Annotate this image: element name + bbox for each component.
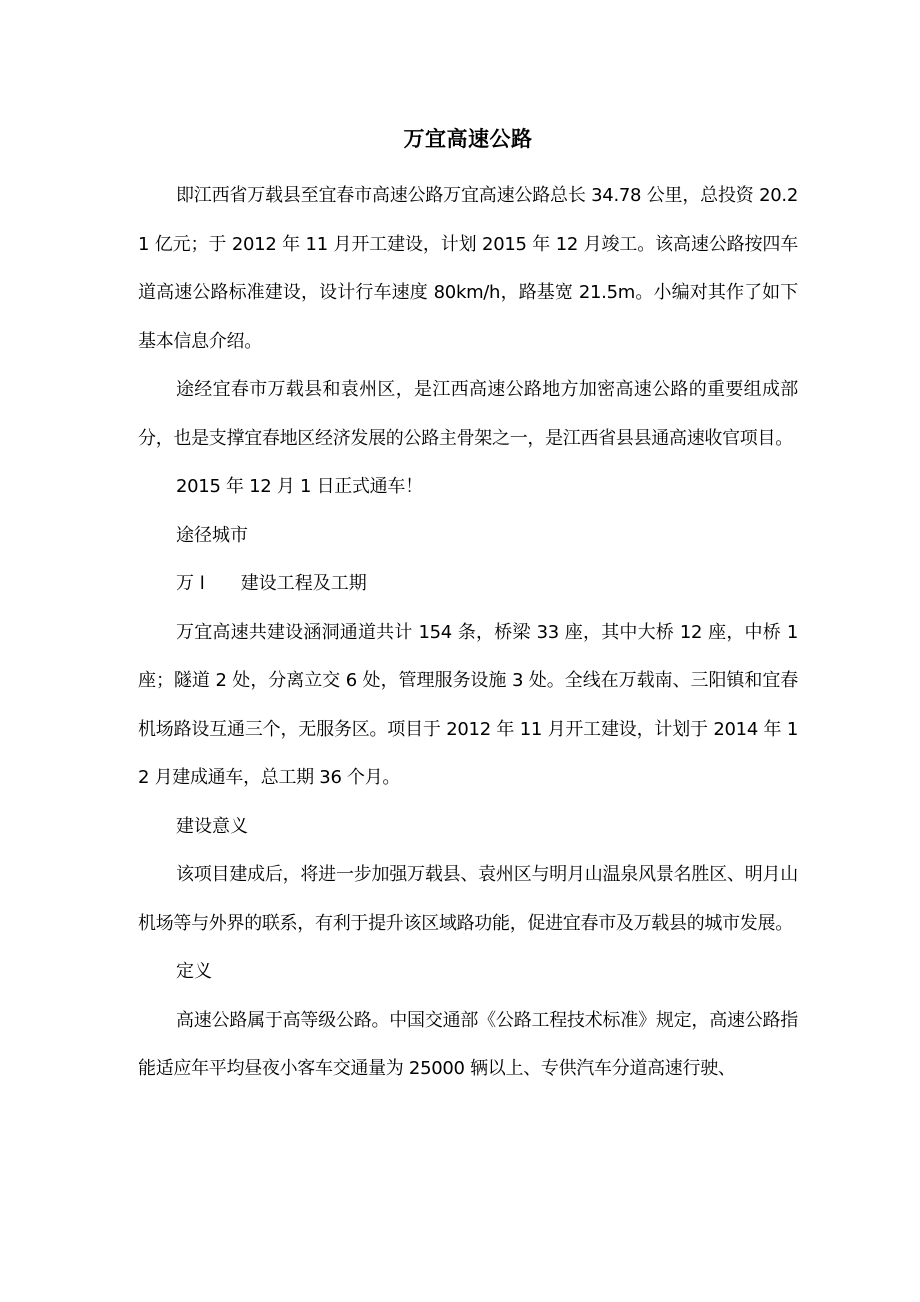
section-heading-construction: 建设工程及工期 [240, 573, 367, 594]
route-paragraph: 途经宜春市万载县和袁州区，是江西高速公路地方加密高速公路的重要组成部分，也是支撑宜春地区经济发展的公路主骨架之一，是江西省县县通高速收官项目。 [138, 379, 798, 449]
opening-date-line: 2015 年 12 月 1 日正式通车！ [176, 476, 423, 497]
document-title: 万宜高速公路 [403, 127, 533, 151]
section-heading-definition: 定义 [176, 961, 212, 982]
construction-paragraph: 万宜高速共建设涵洞通道共计 154 条，桥梁 33 座，其中大桥 12 座，中桥 1 座；隧道 2 处，分离立交 6 处，管理服务设施 3 处。全线在万载南、三阳镇和宜春机场路设互通三个，无服务区。项目于 2012 年 11 月开工建设，计划于 2014 年 12 月建成通车，总工期 36 个月。 [138, 621, 798, 788]
intro-paragraph: 即江西省万载县至宜春市高速公路万宜高速公路总长 34.78 公里，总投资 20.21 亿元；于 2012 年 11 月开工建设，计划 2015 年 12 月竣工。该高速公路按四车道高速公路标准建设，设计行车速度 80km/h，路基宽 21.5m。小编对其作了如下基本信息介绍。 [138, 185, 798, 352]
section-heading-route-cities: 途径城市 [176, 524, 248, 546]
significance-paragraph: 该项目建成后，将进一步加强万载县、袁州区与明月山温泉风景名胜区、明月山机场等与外界的联系，有利于提升该区域路功能，促进宜春市及万载县的城市发展。 [138, 864, 798, 934]
route-city-label: 万 l [176, 573, 205, 594]
document-page [138, 122, 798, 1094]
route-cities-row [138, 560, 798, 609]
definition-paragraph: 高速公路属于高等级公路。中国交通部《公路工程技术标准》规定，高速公路指能适应年平均昼夜小客车交通量为 25000 辆以上、专供汽车分道高速行驶、 [138, 1009, 798, 1079]
section-heading-significance: 建设意义 [176, 815, 248, 837]
